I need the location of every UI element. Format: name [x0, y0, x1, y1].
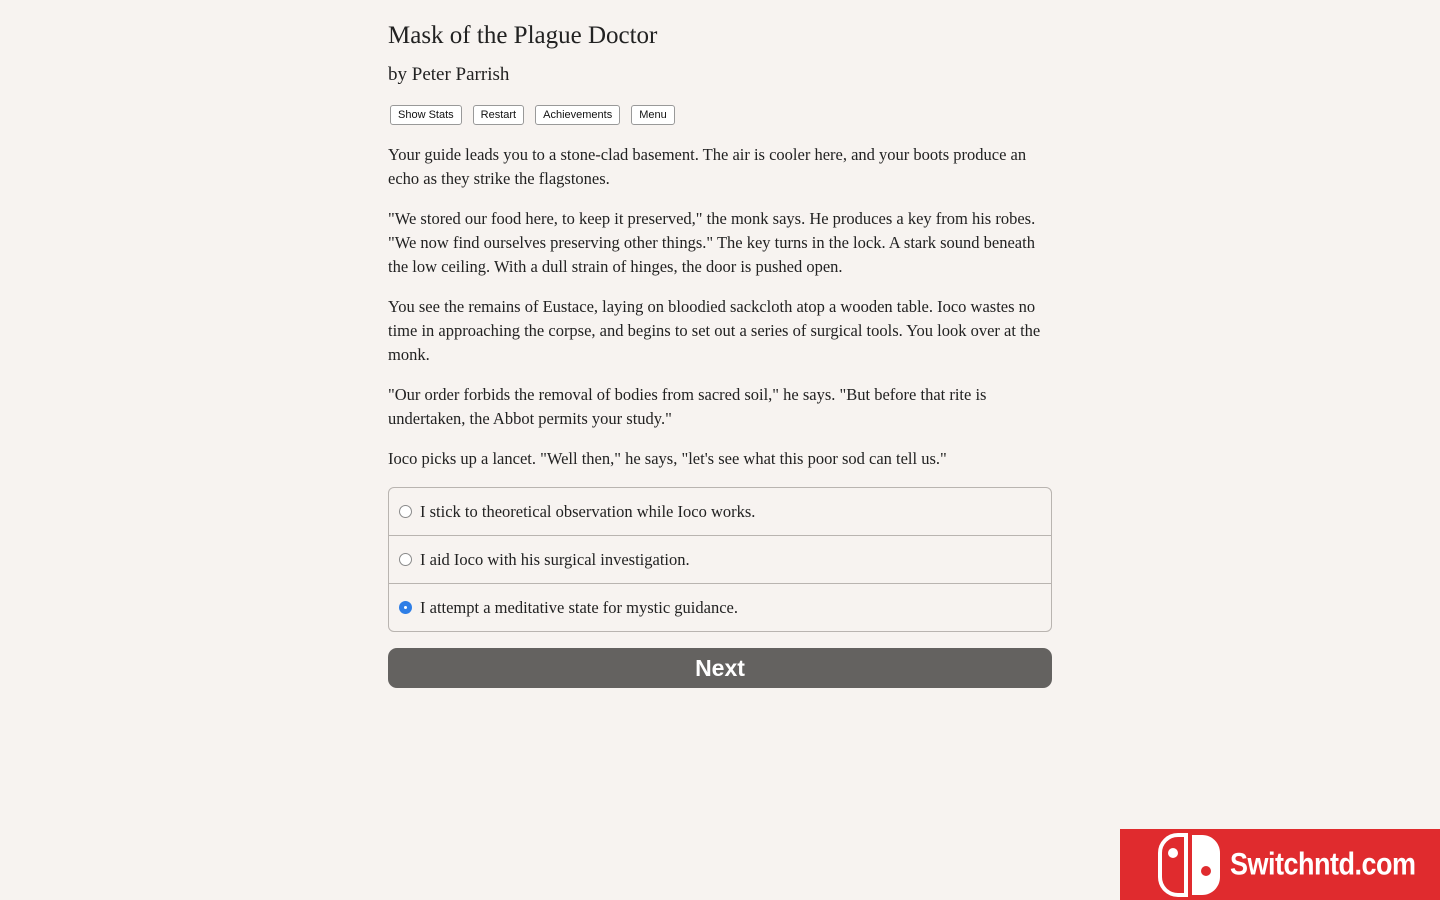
menu-button[interactable]: Menu — [631, 105, 675, 125]
radio-button[interactable] — [399, 553, 412, 566]
story-text — [388, 143, 1052, 471]
next-button[interactable]: Next — [388, 648, 1052, 688]
show-stats-button[interactable]: Show Stats — [390, 105, 462, 125]
choice-list — [388, 487, 1052, 632]
game-title: Mask of the Plague Doctor — [388, 22, 658, 49]
radio-button[interactable] — [399, 601, 412, 614]
watermark-banner — [1120, 829, 1440, 900]
choice-label: I stick to theoretical observation while Ioco works. — [420, 501, 756, 521]
toolbar — [388, 105, 1052, 125]
story-paragraph: "We stored our food here, to keep it preserved," the monk says. He produces a key from his robes. "We now find ourselves preserving other things." The key turns in the lock. A stark sound beneath the low ceiling. With a dull strain of hinges, the door is pushed open. — [388, 209, 1036, 276]
watermark-text: Switchntd.com — [1230, 846, 1416, 882]
choice-option-3[interactable] — [389, 583, 1051, 631]
story-paragraph: "Our order forbids the removal of bodies from sacred soil," he says. "But before that rite is undertaken, the Abbot permits your study." — [388, 385, 987, 428]
choice-label: I attempt a meditative state for mystic guidance. — [420, 597, 738, 617]
game-page — [388, 20, 1052, 688]
radio-button[interactable] — [399, 505, 412, 518]
choice-option-1[interactable] — [389, 488, 1051, 535]
author-byline: by Peter Parrish — [388, 64, 510, 85]
story-paragraph: You see the remains of Eustace, laying on bloodied sackcloth atop a wooden table. Ioco wastes no time in approaching the corpse, and begins to set out a series of surgical tools. You look over at the monk. — [388, 297, 1041, 364]
restart-button[interactable]: Restart — [473, 105, 524, 125]
story-paragraph: Your guide leads you to a stone-clad basement. The air is cooler here, and your boots produce an echo as they strike the flagstones. — [388, 145, 1027, 188]
story-paragraph: Ioco picks up a lancet. "Well then," he says, "let's see what this poor sod can tell us." — [388, 449, 947, 468]
choice-label: I aid Ioco with his surgical investigation. — [420, 549, 690, 569]
achievements-button[interactable]: Achievements — [535, 105, 620, 125]
switch-logo-icon — [1158, 833, 1222, 897]
choice-option-2[interactable] — [389, 535, 1051, 583]
